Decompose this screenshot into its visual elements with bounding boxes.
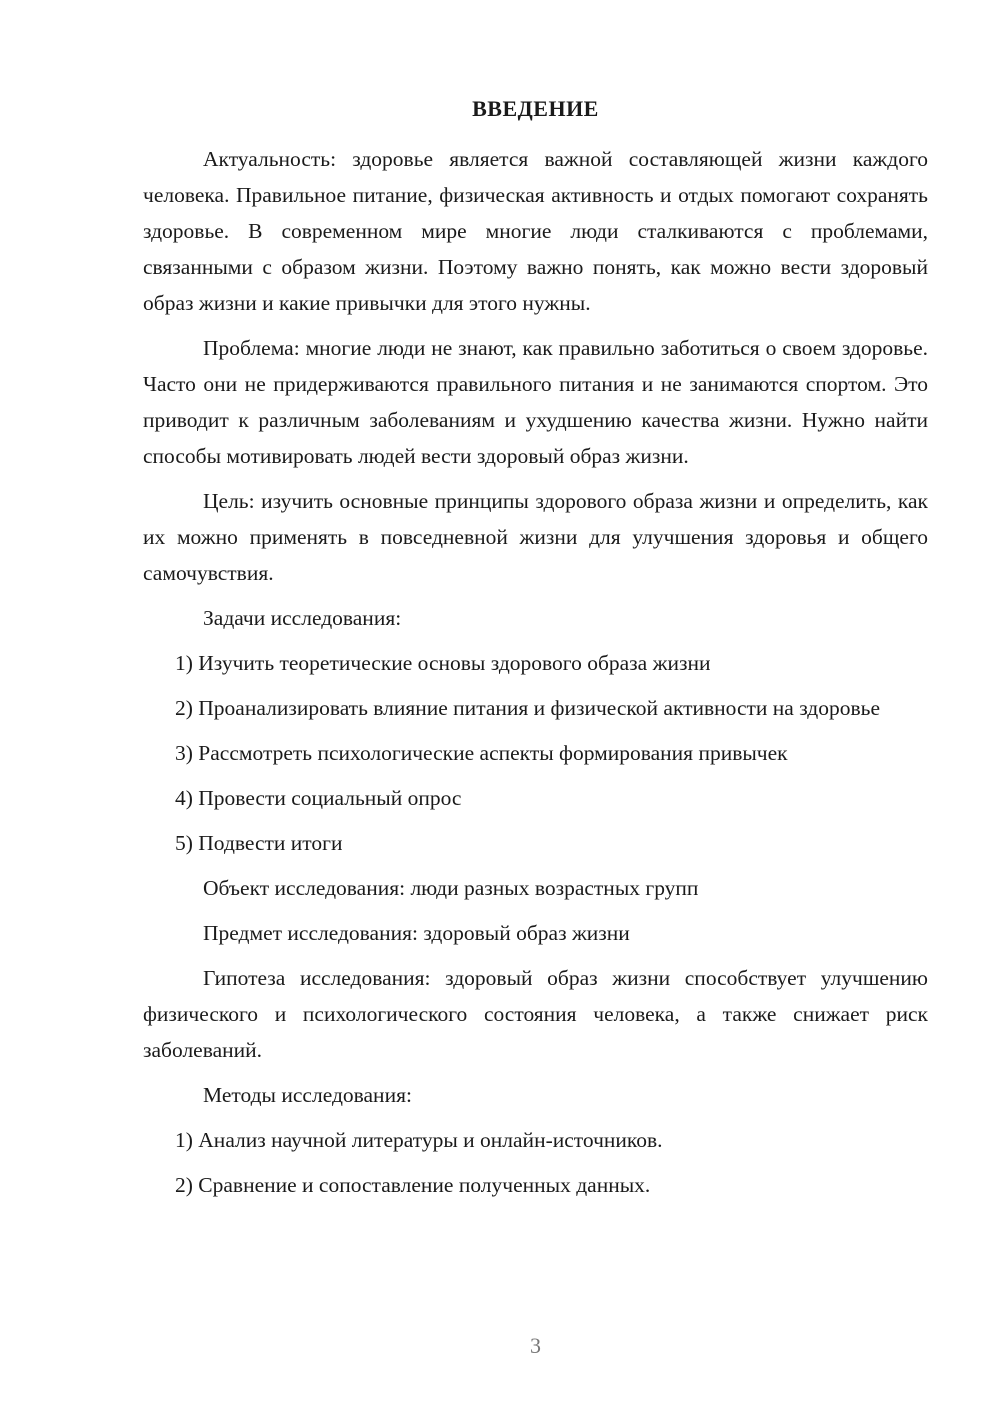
section-title: ВВЕДЕНИЕ	[472, 96, 599, 121]
method-item: 1) Анализ научной литературы и онлайн-источников.	[175, 1128, 663, 1152]
task-item: 3) Рассмотреть психологические аспекты формирования привычек	[175, 741, 788, 765]
tasks-heading: Задачи исследования:	[203, 606, 402, 630]
method-item: 2) Сравнение и сопоставление полученных данных.	[175, 1173, 651, 1197]
task-item: 2) Проанализировать влияние питания и физической активности на здоровье	[175, 696, 880, 720]
hypothesis-paragraph: Гипотеза исследования: здоровый образ жизни способствует улучшению физического и психологического состояния человека, а также снижает риск заболеваний.	[143, 966, 928, 1062]
document-body	[143, 141, 928, 1212]
research-object: Объект исследования: люди разных возрастных групп	[203, 876, 699, 900]
document-page	[143, 0, 928, 1414]
task-item: 5) Подвести итоги	[175, 831, 343, 855]
task-item: 4) Провести социальный опрос	[175, 786, 462, 810]
task-item: 1) Изучить теоретические основы здорового образа жизни	[175, 651, 711, 675]
research-subject: Предмет исследования: здоровый образ жизни	[203, 921, 630, 945]
goal-paragraph: Цель: изучить основные принципы здорового образа жизни и определить, как их можно применять в повседневной жизни для улучшения здоровья и общего самочувствия.	[143, 489, 928, 585]
relevance-paragraph: Актуальность: здоровье является важной составляющей жизни каждого человека. Правильное питание, физическая активность и отдых помогают сохранять здоровье. В современном мире многие люди сталкиваются с проблемами, связанными с образом жизни. Поэтому важно понять, как можно вести здоровый образ жизни и какие привычки для этого нужны.	[143, 147, 928, 315]
page-number: 3	[530, 1333, 541, 1358]
problem-paragraph: Проблема: многие люди не знают, как правильно заботиться о своем здоровье. Часто они не придерживаются правильного питания и не занимаются спортом. Это приводит к различным заболеваниям и ухудшению качества жизни. Нужно найти способы мотивировать людей вести здоровый образ жизни.	[143, 336, 928, 468]
methods-heading: Методы исследования:	[203, 1083, 412, 1107]
